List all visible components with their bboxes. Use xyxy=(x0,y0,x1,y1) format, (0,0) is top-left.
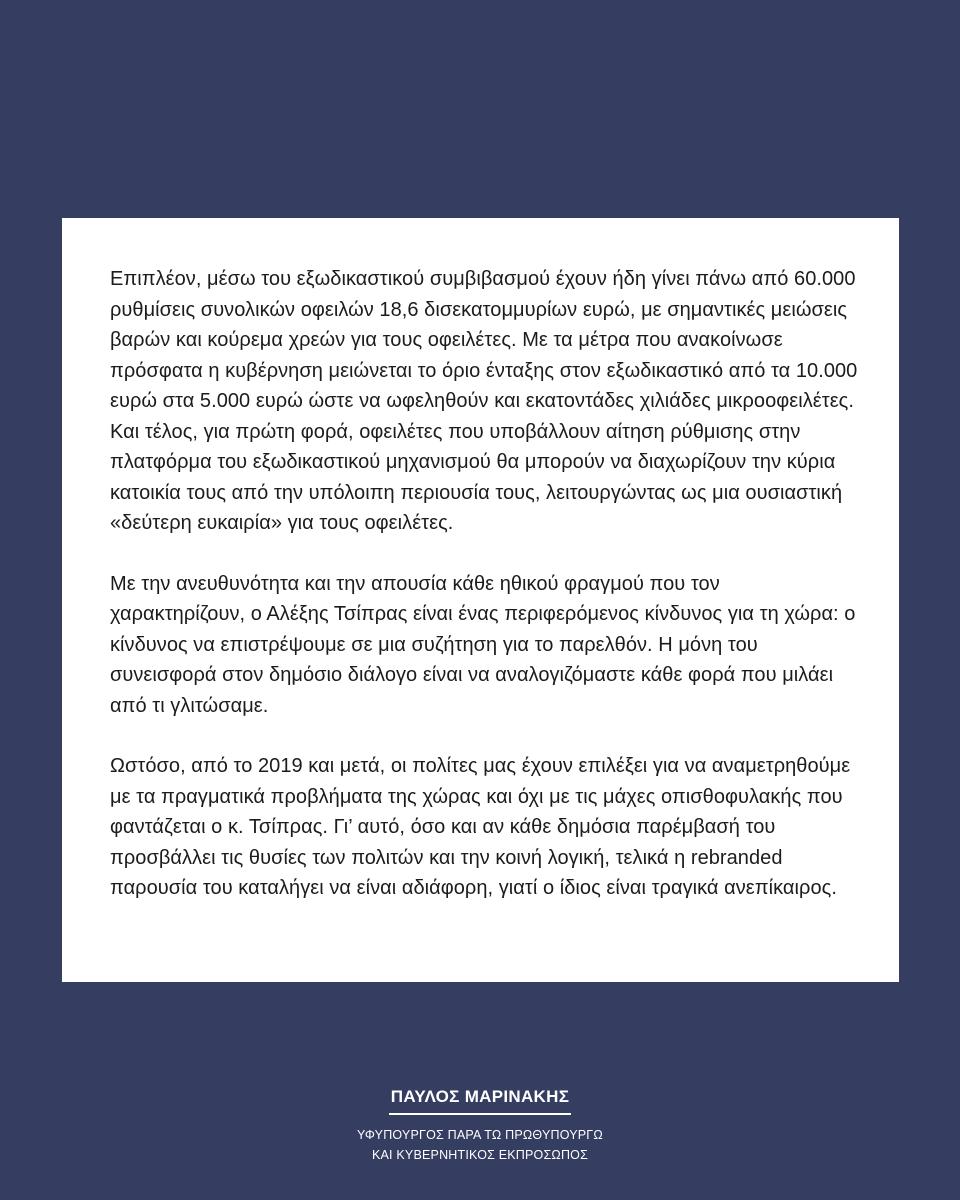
signature-title xyxy=(0,1125,960,1165)
paragraph-1: Επιπλέον, μέσω του εξωδικαστικού συμβιβασμού έχουν ήδη γίνει πάνω από 60.000 ρυθμίσεις συνολικών οφειλών 18,6 δισεκατομμυρίων ευρώ, με σημαντικές μειώσεις βαρών και κούρεμα χρεών για τους οφειλέτες. Με τα μέτρα που ανακοίνωσε πρόσφατα η κυβέρνηση μειώνεται το όριο ένταξης στον εξωδικαστικό από τα 10.000 ευρώ στα 5.000 ευρώ ώστε να ωφεληθούν και εκατοντάδες χιλιάδες μικροοφειλέτες. Και τέλος, για πρώτη φορά, οφειλέτες που υποβάλλουν αίτηση ρύθμισης στην πλατφόρμα του εξωδικαστικού μηχανισμού θα μπορούν να διαχωρίζουν την κύρια κατοικία τους από την υπόλοιπη περιουσία τους, λειτουργώντας ως μια ουσιαστική «δεύτερη ευκαιρία» για τους οφειλέτες. xyxy=(110,268,858,534)
signature-title-line-1: ΥΦΥΠΟΥΡΓΟΣ ΠΑΡΑ ΤΩ ΠΡΩΘΥΠΟΥΡΓΩ xyxy=(357,1128,603,1142)
signature-title-line-2: ΚΑΙ ΚΥΒΕΡΝΗΤΙΚΟΣ ΕΚΠΡΟΣΩΠΟΣ xyxy=(371,1148,589,1162)
signature-name: ΠΑΥΛΟΣ ΜΑΡΙΝΑΚΗΣ xyxy=(389,1087,571,1115)
signature-block xyxy=(0,1087,960,1165)
paragraph-2: Με την ανευθυνότητα και την απουσία κάθε ηθικού φραγμού που τον χαρακτηρίζουν, ο Αλέξης Τσίπρας είναι ένας περιφερόμενος κίνδυνος για τη χώρα: ο κίνδυνος να επιστρέψουμε σε μια συζήτηση για το παρελθόν. Η μόνη του συνεισφορά στον δημόσιο διάλογο είναι να αναλογιζόμαστε κάθε φορά που μιλάει από τι γλιτώσαμε. xyxy=(110,572,856,717)
text-card xyxy=(62,218,899,982)
paragraph-3: Ωστόσο, από το 2019 και μετά, οι πολίτες μας έχουν επιλέξει για να αναμετρηθούμε με τα πραγματικά προβλήματα της χώρας και όχι με τις μάχες οπισθοφυλακής που φαντάζεται ο κ. Τσίπρας. Γι’ αυτό, όσο και αν κάθε δημόσια παρέμβασή του προσβάλλει τις θυσίες των πολιτών και την κοινή λογική, τελικά η rebranded παρουσία του καταλήγει να είναι αδιάφορη, γιατί ο ίδιος είναι τραγικά ανεπίκαιρος. xyxy=(110,755,851,899)
